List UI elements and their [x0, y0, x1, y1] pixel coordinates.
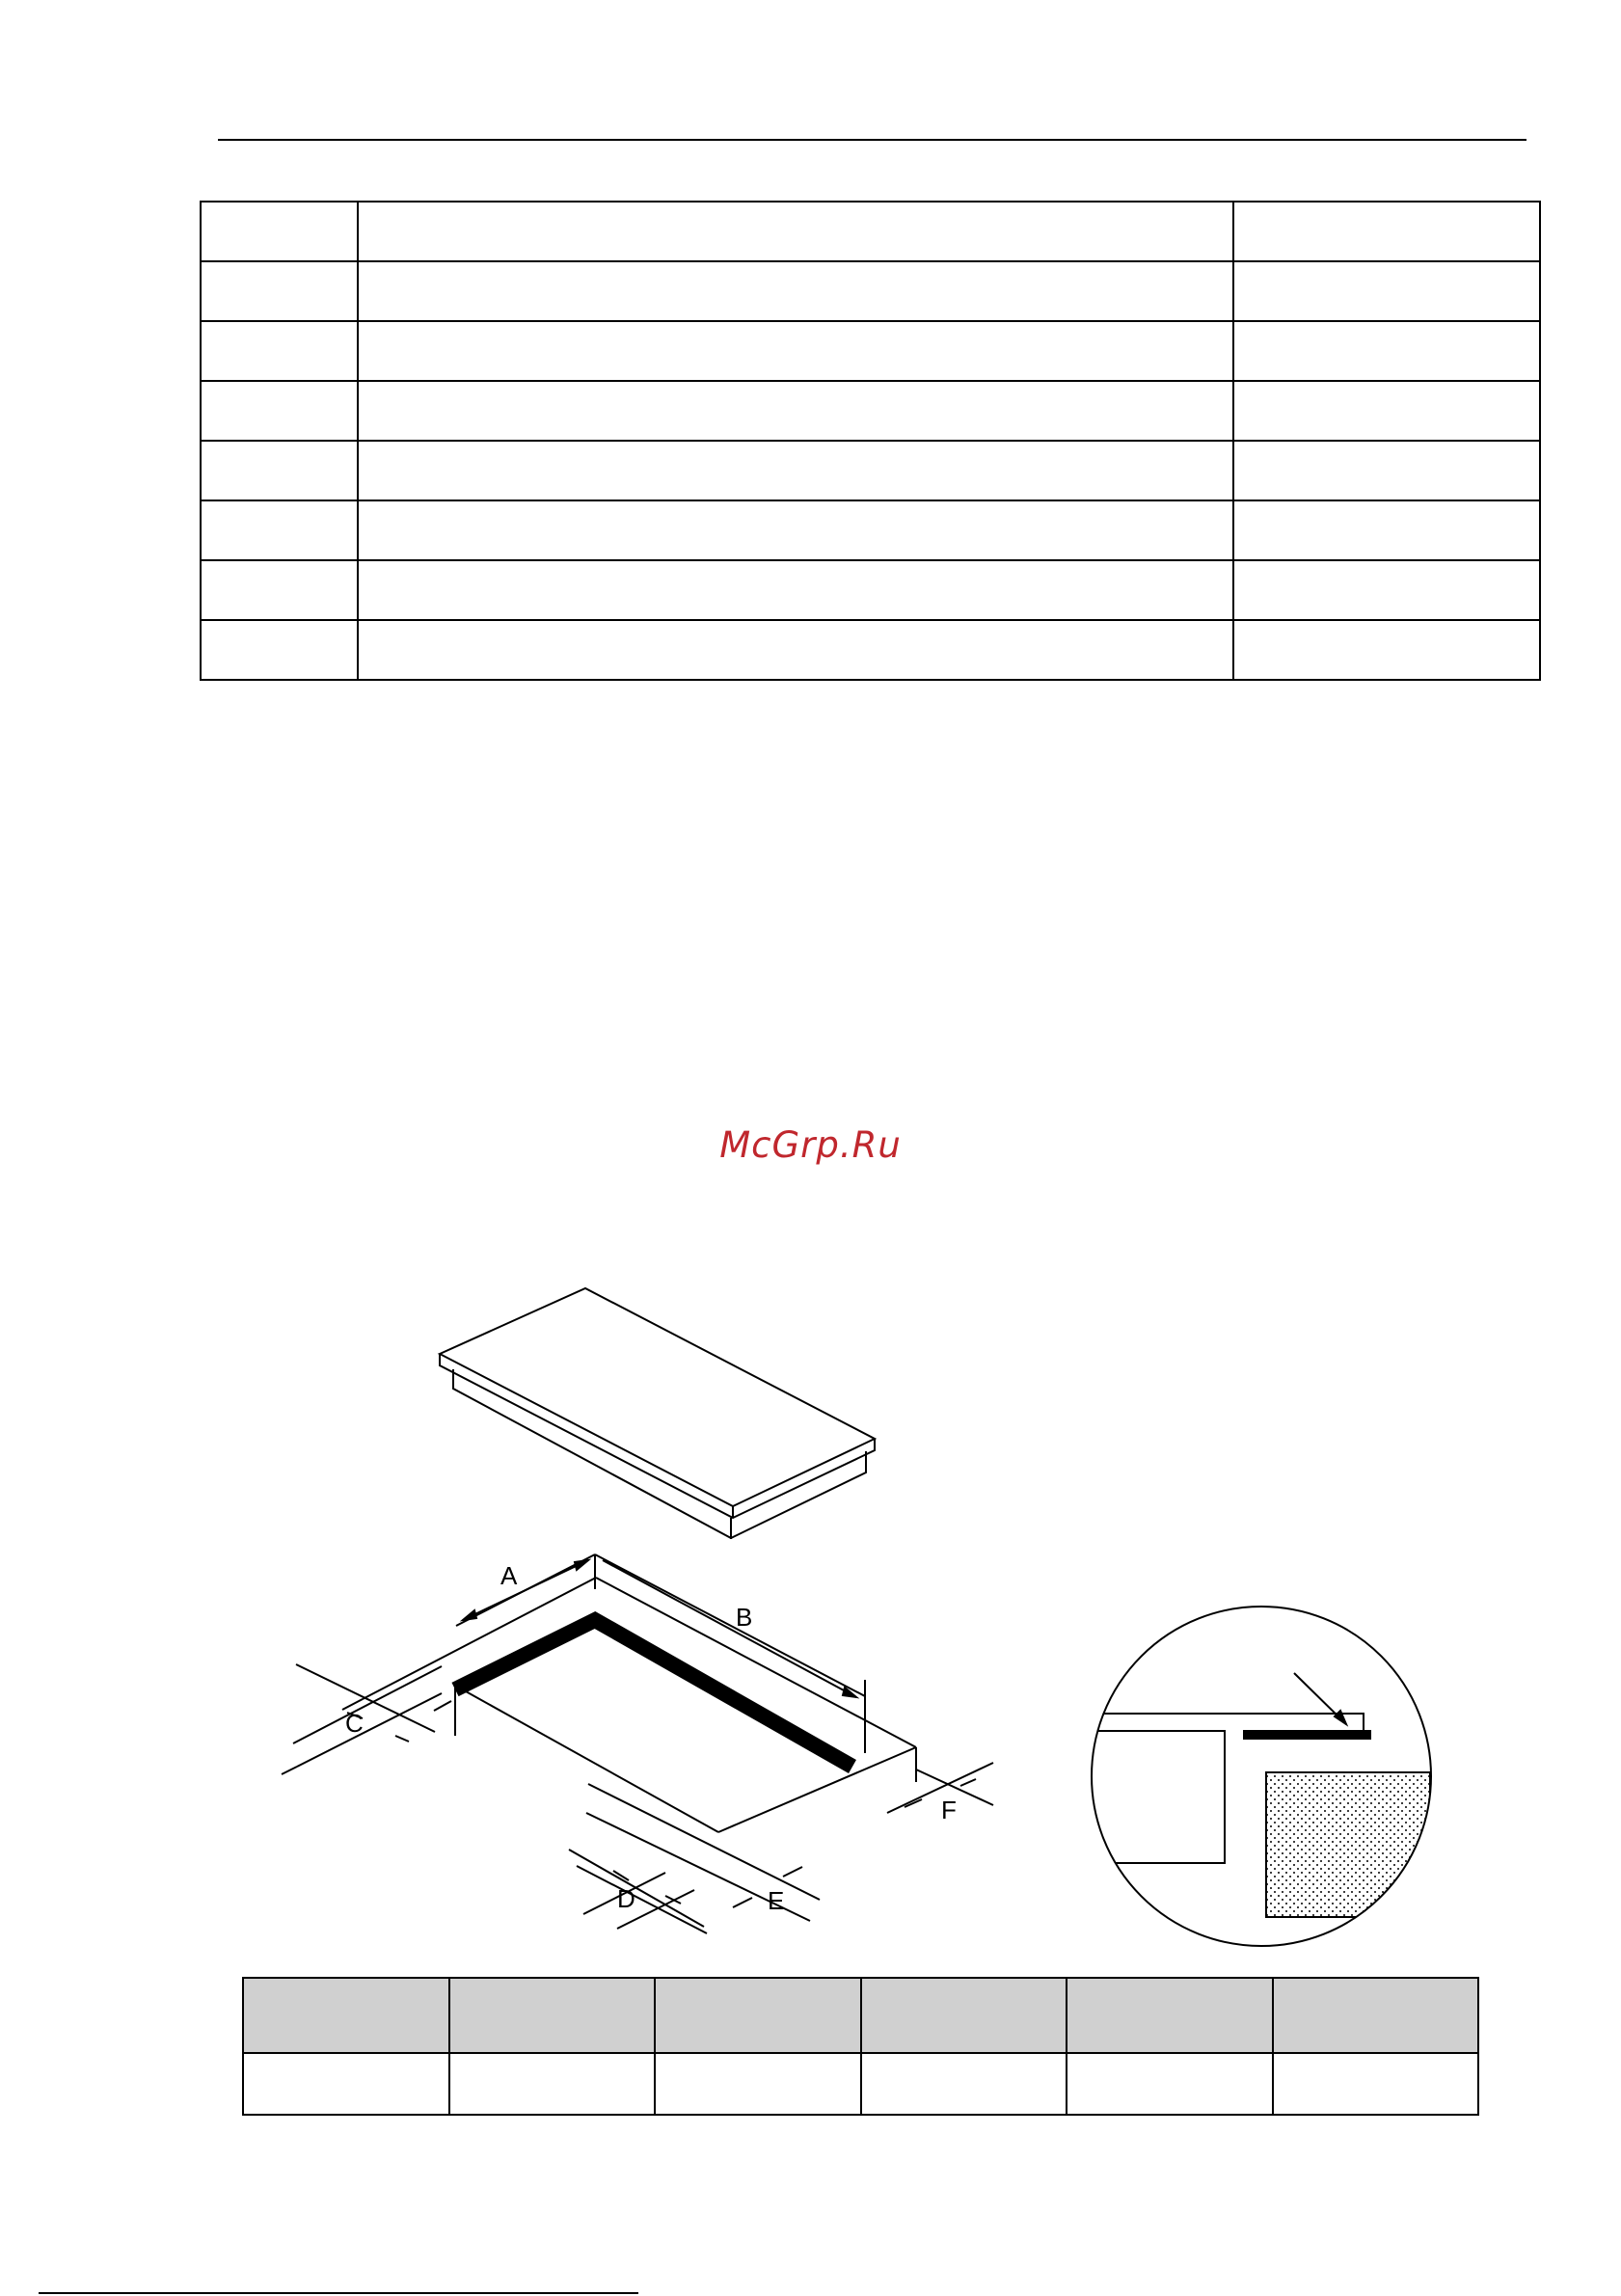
dimension-header-cell	[861, 1978, 1067, 2053]
dimension-value-cell	[1273, 2053, 1479, 2115]
dimension-label-c: C	[345, 1709, 364, 1738]
sealing-strip	[455, 1620, 852, 1767]
seal-detail-drawing	[1090, 1607, 1431, 1946]
dimension-value-cell	[449, 2053, 656, 2115]
dimension-header-cell	[449, 1978, 656, 2053]
dimension-header-cell	[655, 1978, 861, 2053]
dimension-value-cell	[243, 2053, 449, 2115]
dimension-label-f: F	[941, 1796, 957, 1824]
worktop-cutout-drawing	[282, 1554, 993, 1933]
hob-appliance-drawing	[440, 1288, 875, 1539]
dimension-header-cell	[243, 1978, 449, 2053]
dimension-header-cell	[1067, 1978, 1273, 2053]
dimension-header-cell	[1273, 1978, 1479, 2053]
dimension-value-cell	[1067, 2053, 1273, 2115]
dimension-table	[242, 1977, 1479, 2116]
dimension-label-a: A	[500, 1561, 518, 1590]
watermark: McGrp.Ru	[719, 1124, 902, 1166]
dimension-value-cell	[861, 2053, 1067, 2115]
table-row	[243, 1978, 1478, 2053]
footer-rule	[39, 2292, 638, 2294]
dimension-label-e: E	[768, 1886, 785, 1915]
dimension-label-b: B	[736, 1603, 753, 1632]
dimension-value-cell	[655, 2053, 861, 2115]
dimension-label-d: D	[617, 1884, 635, 1913]
table-row	[243, 2053, 1478, 2115]
